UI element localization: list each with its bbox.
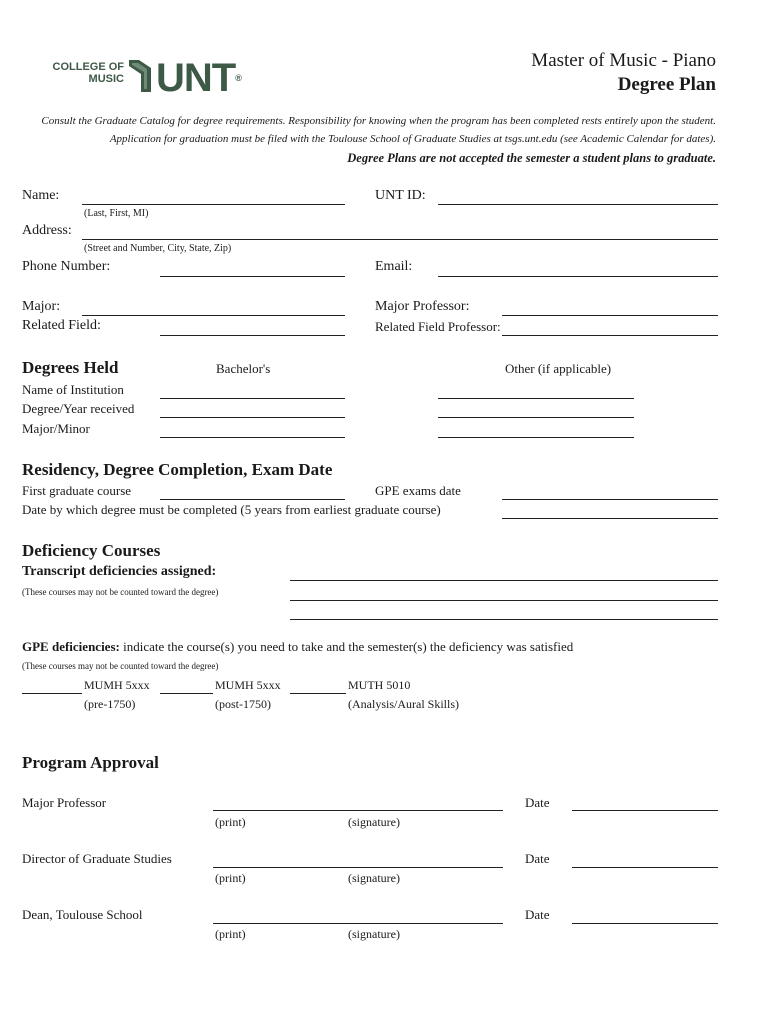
transcript-deficiency-field[interactable] bbox=[290, 600, 718, 601]
transcript-note: (These courses may not be counted toward the degree) bbox=[22, 587, 219, 597]
unt-id-label: UNT ID: bbox=[375, 188, 426, 203]
print-label: (print) bbox=[215, 927, 246, 941]
page-title-program: Master of Music - Piano bbox=[531, 50, 716, 71]
course-code: MUMH 5xxx bbox=[84, 678, 150, 692]
related-field-professor-field[interactable] bbox=[502, 335, 718, 336]
program-approval-heading: Program Approval bbox=[22, 753, 159, 772]
logo-line-2: MUSIC bbox=[88, 73, 124, 85]
gpe-deficiencies-bold: GPE deficiencies: bbox=[22, 639, 120, 654]
date-label: Date bbox=[525, 907, 550, 922]
logo-unt bbox=[156, 58, 242, 98]
gpe-date-label: GPE exams date bbox=[375, 483, 461, 498]
page-title: Degree Plan bbox=[617, 74, 716, 95]
signature-label: (signature) bbox=[348, 871, 400, 885]
bachelors-column-label: Bachelor's bbox=[216, 361, 271, 376]
logo-line-1: COLLEGE OF bbox=[52, 61, 124, 73]
logo-registered-mark: ® bbox=[235, 73, 242, 83]
degree-row-label: Name of Institution bbox=[22, 382, 124, 397]
first-course-label: First graduate course bbox=[22, 483, 132, 498]
related-field-professor-label: Related Field Professor: bbox=[375, 319, 501, 334]
transcript-deficiency-field[interactable] bbox=[290, 619, 718, 620]
other-major-minor-field[interactable] bbox=[438, 437, 634, 438]
related-field-field[interactable] bbox=[160, 335, 345, 336]
course-semester-field[interactable] bbox=[160, 693, 213, 694]
phone-label: Phone Number: bbox=[22, 259, 111, 274]
signature-field[interactable] bbox=[213, 923, 503, 924]
eagle-logo-icon bbox=[127, 58, 153, 94]
signature-label: (signature) bbox=[348, 927, 400, 941]
deficiency-heading: Deficiency Courses bbox=[22, 541, 161, 560]
date-field[interactable] bbox=[572, 810, 718, 811]
name-hint: (Last, First, MI) bbox=[84, 208, 149, 219]
bachelors-major-minor-field[interactable] bbox=[160, 437, 345, 438]
other-degree-year-field[interactable] bbox=[438, 417, 634, 418]
phone-field[interactable] bbox=[160, 276, 345, 277]
email-label: Email: bbox=[375, 259, 413, 274]
transcript-deficiencies-label: Transcript deficiencies assigned: bbox=[22, 564, 217, 579]
gpe-deficiencies-text: indicate the course(s) you need to take and the semester(s) the deficiency was satisfied bbox=[119, 639, 574, 654]
other-institution-field[interactable] bbox=[438, 398, 634, 399]
name-field[interactable] bbox=[82, 204, 345, 205]
date-label: Date bbox=[525, 795, 550, 810]
major-field[interactable] bbox=[82, 315, 345, 316]
print-label: (print) bbox=[215, 871, 246, 885]
date-field[interactable] bbox=[572, 867, 718, 868]
logo-unt-text: UNT bbox=[156, 56, 236, 100]
intro-line-1: Consult the Graduate Catalog for degree requirements. Responsibility for knowing when the program has been completed rests entirely upon the student. bbox=[41, 115, 716, 127]
address-field[interactable] bbox=[82, 239, 718, 240]
date-label: Date bbox=[525, 851, 550, 866]
signature-field[interactable] bbox=[213, 867, 503, 868]
signature-field[interactable] bbox=[213, 810, 503, 811]
date-field[interactable] bbox=[572, 923, 718, 924]
signer-label: Major Professor bbox=[22, 795, 107, 810]
course-desc: (post-1750) bbox=[215, 697, 271, 711]
course-desc: (pre-1750) bbox=[84, 697, 136, 711]
bachelors-institution-field[interactable] bbox=[160, 398, 345, 399]
email-field[interactable] bbox=[438, 276, 718, 277]
completion-date-label: Date by which degree must be completed (5 years from earliest graduate course) bbox=[22, 502, 441, 517]
submission-warning: Degree Plans are not accepted the semester a student plans to graduate. bbox=[347, 151, 716, 165]
course-code: MUMH 5xxx bbox=[215, 678, 281, 692]
address-label: Address: bbox=[22, 223, 72, 238]
transcript-deficiency-field[interactable] bbox=[290, 580, 718, 581]
signature-label: (signature) bbox=[348, 815, 400, 829]
bachelors-degree-year-field[interactable] bbox=[160, 417, 345, 418]
course-semester-field[interactable] bbox=[22, 693, 82, 694]
other-column-label: Other (if applicable) bbox=[505, 361, 612, 376]
signer-label: Director of Graduate Studies bbox=[22, 851, 172, 866]
address-hint: (Street and Number, City, State, Zip) bbox=[84, 243, 232, 254]
residency-heading: Residency, Degree Completion, Exam Date bbox=[22, 460, 333, 479]
unt-id-field[interactable] bbox=[438, 204, 718, 205]
degrees-held-heading: Degrees Held bbox=[22, 358, 119, 377]
print-label: (print) bbox=[215, 815, 246, 829]
degree-row-label: Major/Minor bbox=[22, 421, 90, 436]
first-course-field[interactable] bbox=[160, 499, 345, 500]
course-desc: (Analysis/Aural Skills) bbox=[348, 697, 459, 711]
gpe-date-field[interactable] bbox=[502, 499, 718, 500]
major-label: Major: bbox=[22, 299, 61, 314]
major-professor-field[interactable] bbox=[502, 315, 718, 316]
signer-label: Dean, Toulouse School bbox=[22, 907, 143, 922]
degree-row-label: Degree/Year received bbox=[22, 401, 135, 416]
course-code: MUTH 5010 bbox=[348, 678, 411, 692]
intro-line-2: Application for graduation must be filed with the Toulouse School of Graduate Studies at tsgs.unt.edu (see Academic Calendar for dates). bbox=[109, 133, 716, 145]
gpe-note: (These courses may not be counted toward the degree) bbox=[22, 661, 219, 671]
logo-college-of-music bbox=[38, 61, 124, 85]
major-professor-label: Major Professor: bbox=[375, 299, 470, 314]
gpe-deficiencies-label bbox=[22, 639, 573, 655]
course-semester-field[interactable] bbox=[290, 693, 346, 694]
related-field-label: Related Field: bbox=[22, 318, 101, 333]
completion-date-field[interactable] bbox=[502, 518, 718, 519]
name-label: Name: bbox=[22, 188, 60, 203]
